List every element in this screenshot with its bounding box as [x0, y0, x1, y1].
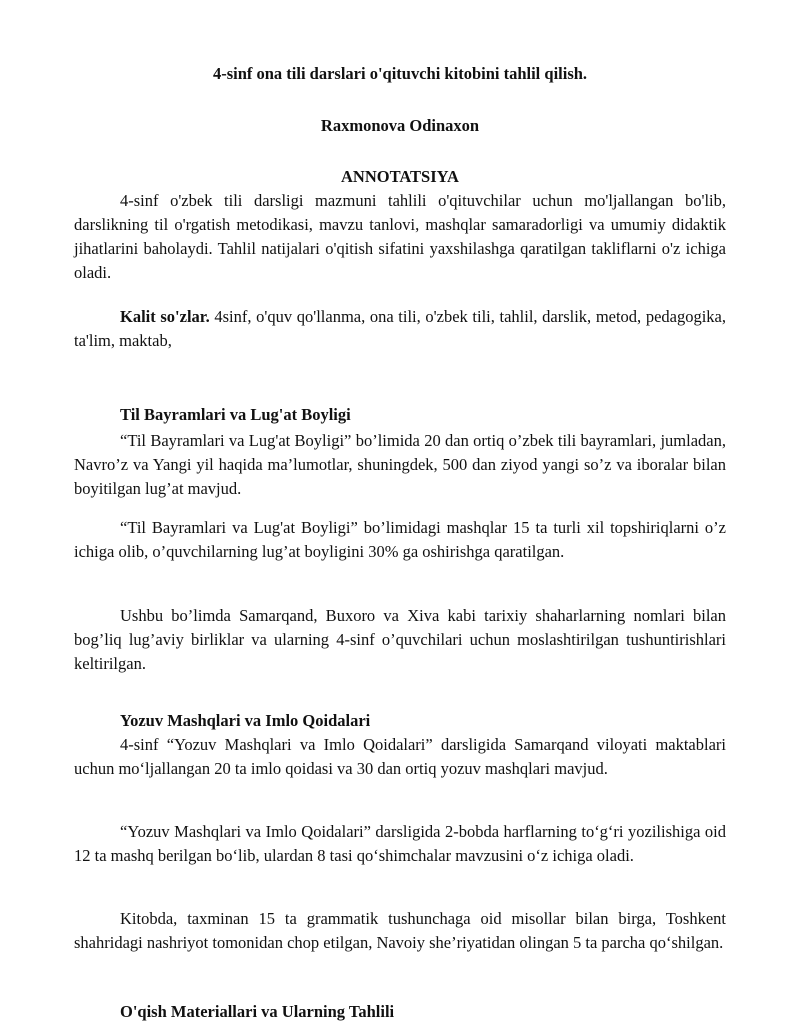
section-paragraph: 4-sinf “Yozuv Mashqlari va Imlo Qoidalari” darsligida Samarqand viloyati maktablari uchun mo‘ljallangan 20 ta imlo qoidasi va 30 dan ortiq yozuv mashqlari mavjud.	[74, 735, 726, 778]
section-heading: O'qish Materiallari va Ularning Tahlili	[120, 1002, 395, 1021]
keywords-paragraph	[74, 305, 726, 353]
section-heading: Yozuv Mashqlari va Imlo Qoidalari	[120, 711, 371, 730]
section-paragraph: Kitobda, taxminan 15 ta grammatik tushunchaga oid misollar bilan birga, Toshkent shahridagi nashriyot tomonidan chop etilgan, Navoiy she’riyatidan olingan 5 ta parcha qo‘shilgan.	[74, 909, 726, 952]
document-title: 4-sinf ona tili darslari o'qituvchi kitobini tahlil qilish.	[212, 64, 588, 83]
section-paragraph: “Yozuv Mashqlari va Imlo Qoidalari” darsligida 2-bobda harflarning to‘g‘ri yozilishiga oid 12 ta mashq berilgan bo‘lib, ulardan 8 tasi qo‘shimchalar mavzusini o‘z ichiga oladi.	[74, 822, 726, 865]
section-paragraph: “Til Bayramlari va Lug'at Boyligi” bo’limidagi mashqlar 15 ta turli xil topshiriqlarni o’z ichiga olib, o’quvchilarning lug’at boyligini 30% ga oshirishga qaratilgan.	[74, 518, 726, 561]
section-heading: Til Bayramlari va Lug'at Boyligi	[120, 405, 351, 424]
keywords-label: Kalit so'zlar.	[120, 307, 210, 326]
author-name: Raxmonova Odinaxon	[320, 116, 480, 135]
annotation-heading: ANNOTATSIYA	[341, 167, 459, 186]
section-paragraph: “Til Bayramlari va Lug'at Boyligi” bo’limida 20 dan ortiq o’zbek tili bayramlari, jumladan, Navro’z va Yangi yil haqida ma’lumotlar, shuningdek, 500 dan ziyod yangi so’z va iboralar bilan boyitilgan lug’at mavjud.	[74, 431, 726, 498]
section-paragraph: Ushbu bo’limda Samarqand, Buxoro va Xiva kabi tarixiy shaharlarning nomlari bilan bog’liq lug’aviy birliklar va ularning 4-sinf o’quvchilari uchun moslashtirilgan tushuntirishlari keltirilgan.	[74, 606, 726, 673]
annotation-paragraph: 4-sinf o'zbek tili darsligi mazmuni tahlili o'qituvchilar uchun mo'ljallangan bo'lib, darslikning til o'rgatish metodikasi, mavzu tanlovi, mashqlar samaradorligi va umumiy didaktik jihatlarini baholaydi. Tahlil natijalari o'qitish sifatini yaxshilashga qaratilgan takliflarni o'z ichiga oladi.	[74, 191, 726, 282]
keywords-text: 4sinf, o'quv qo'llanma, ona tili, o'zbek tili, tahlil, darslik, metod, pedagogika, ta'lim, maktab,	[74, 307, 726, 350]
